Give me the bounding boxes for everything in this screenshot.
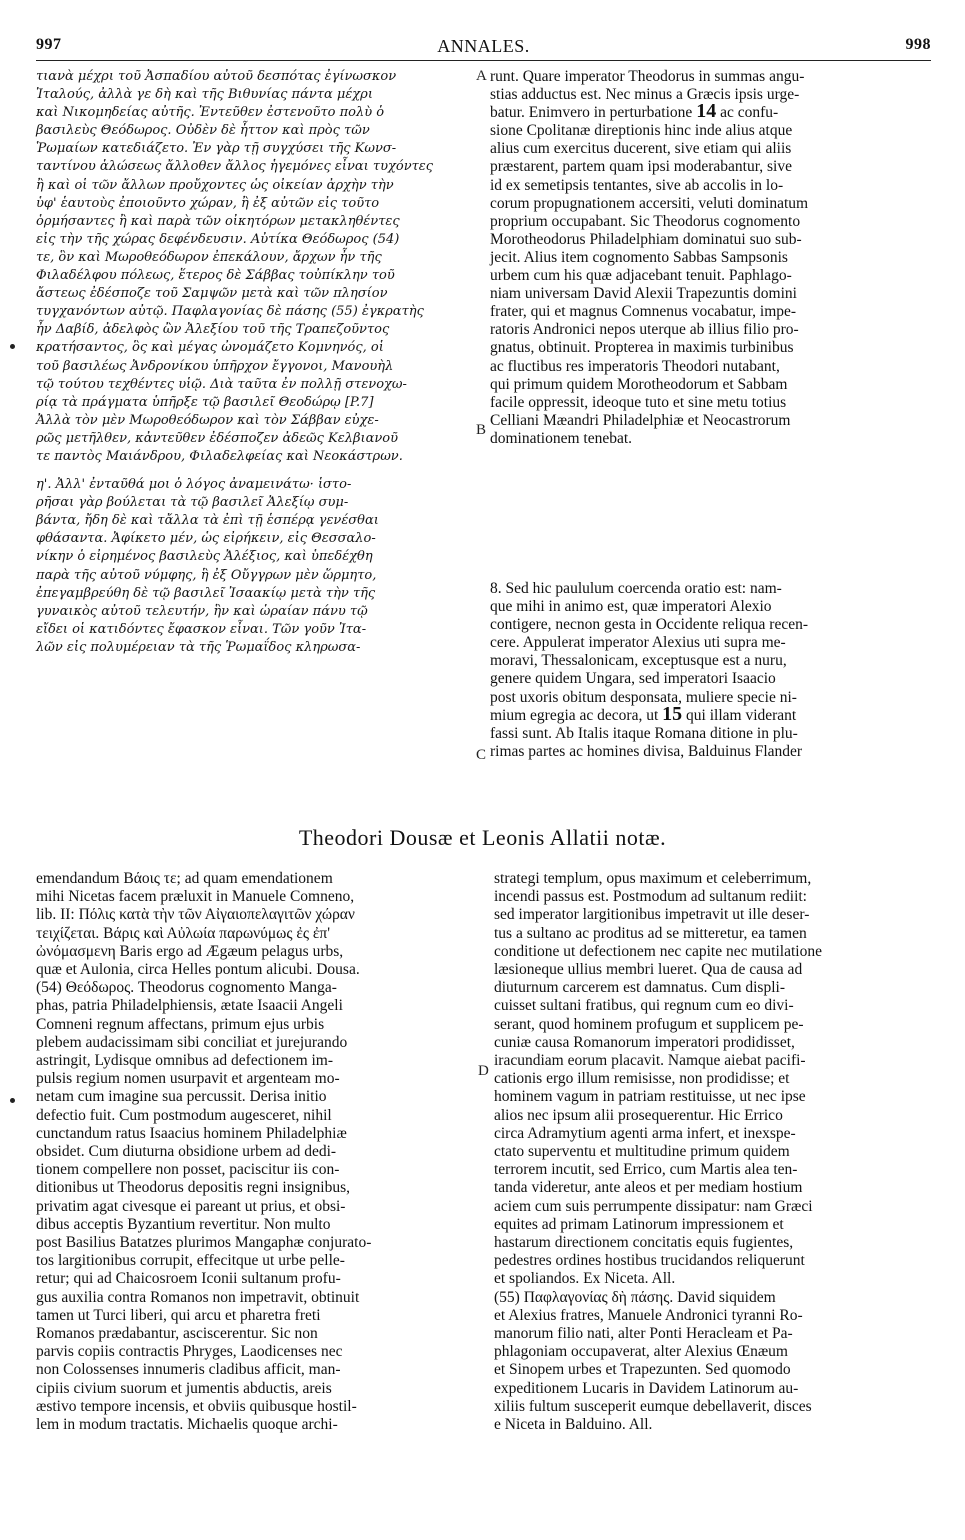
text-line: æstivo tempore incensis, et obviis quibusque hostil- bbox=[36, 1397, 357, 1415]
text-line: tanda videretur, ante aleos et per mediam hostium bbox=[494, 1179, 803, 1197]
text-line: γυναικὸς αὐτοῦ τελευτήν, ἣν καὶ ὡραίαν πάνυ τῷ bbox=[36, 603, 368, 619]
greek-text-column bbox=[36, 68, 478, 655]
latin-line: que mihi in animo est, quæ imperatori Alexio bbox=[490, 598, 772, 616]
latin-line-text: batur. Enimvero in perturbatione bbox=[490, 104, 693, 122]
latin-line: jecit. Alius item cognomento Sabbas Sampsonis bbox=[490, 248, 788, 266]
text-line: tos largitionibus corrupit, effecitque ut urbe pelle- bbox=[36, 1252, 345, 1270]
text-line: parvis copiis contractis Phryges, Laodicenses nec bbox=[36, 1343, 343, 1361]
text-line: hominem vagum in patriam restituisse, ut nec ipse bbox=[494, 1088, 806, 1106]
text-line: xiliis fultum susceperit eumque debellaverit, disces bbox=[494, 1397, 812, 1415]
text-line: Ἀλλὰ τὸν μὲν Μωροθεόδωρον καὶ τὸν Σάββαν εὐχε- bbox=[36, 412, 379, 428]
latin-line: rimas partes ac homines divisa, Balduinus Flander bbox=[490, 742, 803, 760]
text-line: ταντίνου ἁλώσεως ἄλλοθεν ἄλλος ἡγεμόνες εἶναι τυχόντες bbox=[36, 159, 434, 175]
page-number-right: 998 bbox=[905, 36, 931, 53]
margin-letter-a: A bbox=[476, 68, 487, 84]
text-line: astringit, Lydisque omnibus ad defectionem im- bbox=[36, 1052, 334, 1070]
latin-line: urbem cum his quæ adjacebant tenuit. Paphlago- bbox=[490, 267, 792, 285]
text-line: τυγχανόντων αὐτῷ. Παφλαγονίας δὲ πάσης (55) ἐγκρατὴς bbox=[36, 304, 424, 320]
text-line: ὑφ' ἑαυτοὺς ἐποιοῦντο χώραν, ἢ ἐξ αὐτῶν εἰς τοῦτο bbox=[36, 195, 380, 211]
text-line: circa Adramytium agenti arma infert, et inexspe- bbox=[494, 1124, 796, 1142]
text-line: mihi Nicetas facem præluxit in Manuele Comneno, bbox=[36, 888, 355, 906]
latin-line: fassi sunt. Ab Italis itaque Romana ditione in plu- bbox=[490, 724, 798, 742]
text-line: ὠνόμασμενη Baris ergo ad Ægæum pelagus urbs, bbox=[36, 942, 344, 960]
text-line: privatim agat civesque ei pareant ut prius, et obsi- bbox=[36, 1197, 346, 1215]
text-line: εἴδει οἱ κατιδόντες ἔφασκον εἶναι. Τῶν γοῦν Ἰτα- bbox=[36, 621, 367, 637]
text-line: dibus acceptis Byzantium revertitur. Non multo bbox=[36, 1215, 331, 1233]
latin-line: facile oppressit, ideoque tuto et sine metu totius bbox=[490, 393, 787, 411]
text-line: Ῥωμαίων κατεδιάζετο. Ἐν γὰρ τῇ συγχύσει τῆς Κωνσ- bbox=[36, 141, 397, 157]
text-line: κρατήσαντος, ὃς καὶ μέγας ὠνομάζετο Κομνηνός, οἱ bbox=[36, 340, 384, 356]
text-line: netam cum imagine sua percussit. Derisa initio bbox=[36, 1088, 327, 1106]
text-line: expeditionem Lucaris in Davidem Latinorum au- bbox=[494, 1379, 799, 1397]
text-line: καὶ Νικομηδείας αὐτῆς. Ἐντεῦθεν ἐστενοῦτο πολὺ ὁ bbox=[36, 105, 385, 121]
text-line: cunctandum ratus Isaacius hominem Philadelphiæ bbox=[36, 1124, 347, 1142]
latin-line bbox=[490, 100, 935, 123]
text-line: tus a sultano ac proditus ad se mitteretur, ea tamen bbox=[494, 924, 807, 942]
text-line: νίκην ὁ εἰρημένος βασιλεὺς Ἀλέξιος, καὶ ὑπεδέχθη bbox=[36, 549, 373, 565]
notes-title: Theodori Dousæ et Leonis Allatii notæ. bbox=[298, 825, 667, 850]
text-line: sed imperator largitionibus impetravit ut ille deser- bbox=[494, 906, 810, 924]
latin-line: dominationem tenebat. bbox=[490, 429, 633, 447]
text-line: τῷ τούτου τεχθέντες υἱῷ. Διὰ ταῦτα ἐν πολλῇ στενοχω- bbox=[36, 376, 407, 392]
latin-line: stias adductus est. Nec minus a Græcis ipsis urge- bbox=[490, 86, 800, 104]
text-line: τειχίζεται. Βάρις καὶ Αὐλωία παρωνύμως ἐς ἐπ' bbox=[36, 924, 331, 942]
text-line: τε παντὸς Μαιάνδρου, Φιλαδελφείας καὶ Νεοκάστρων. bbox=[36, 448, 403, 464]
latin-line: post uxoris obitum desponsata, muliere specie ni- bbox=[490, 688, 797, 706]
latin-line: alius cum exercitus ducerent, sive etiam qui aliis bbox=[490, 140, 792, 158]
latin-line: corum propugnationem accersiti, veluti dominatum bbox=[490, 194, 809, 212]
text-line: strategi templum, opus maximum et celeberrimum, bbox=[494, 870, 812, 887]
text-line: plebem audacissimam sibi conciliat et jurejurando bbox=[36, 1033, 348, 1051]
text-line: emendandum Βάοις τε; ad quam emendationem bbox=[36, 870, 333, 887]
text-line: Romanos prædabantur, asciscerentur. Sic non bbox=[36, 1325, 318, 1343]
text-line: τιανὰ μέχρι τοῦ Ἀσπαδίου αὐτοῦ δεσπότας ἐγίνωσκον bbox=[36, 69, 397, 84]
running-title: ANNALES. bbox=[437, 36, 530, 56]
text-line: et Sinopem urbes et Trapezunten. Sed quomodo bbox=[494, 1361, 791, 1379]
latin-line-text: qui illam viderant bbox=[686, 706, 797, 724]
text-line: tamen ut Turci liberi, qui arcu et pharetra freti bbox=[36, 1306, 321, 1324]
section-number-14: 14 bbox=[696, 100, 717, 123]
margin-letter-c: C bbox=[476, 747, 487, 763]
latin-line: runt. Quare imperator Theodorus in summas angu- bbox=[490, 68, 805, 85]
text-line: serant, quod hominem profugum et supplicem pe- bbox=[494, 1015, 804, 1033]
text-line: iracundiam eorum placavit. Namque aiebat pacifi- bbox=[494, 1052, 806, 1070]
latin-line: ratoris Andronici nepos uterque ab illius filio pro- bbox=[490, 321, 799, 339]
text-line: et Alexius fratres, Manuele Andronici tyranni Ro- bbox=[494, 1306, 803, 1324]
text-line: phas, patria Philadelphiensis, ætate Isaacii Angeli bbox=[36, 997, 343, 1015]
text-line: manorum filio nati, alter Ponti Heracleam et Pa- bbox=[494, 1325, 793, 1343]
latin-line bbox=[490, 702, 935, 725]
text-line: η'. Ἀλλ' ἐνταῦθά μοι ὁ λόγος ἀναμεινάτω· ἱστο- bbox=[36, 477, 352, 493]
text-line: cationis ergo illum remisisse, non prodidisse; et bbox=[494, 1070, 790, 1088]
text-line: Ἰταλούς, ἀλλὰ γε δὴ καὶ τῆς Βιθυνίας πάντα μέχρι bbox=[36, 87, 373, 103]
text-line: (55) Παφλαγονίας δὴ πάσης. David siquidem bbox=[494, 1288, 776, 1306]
text-line: obsidet. Cum diuturna obsidione urbem ad dedi- bbox=[36, 1143, 337, 1161]
text-line: tionem compellere non posset, paciscitur iis con- bbox=[36, 1161, 340, 1179]
text-line: Φιλαδέλφου πόλεως, ἕτερος δὲ Σάββας τοὐπίκλην τοῦ bbox=[36, 268, 395, 284]
text-line: pedestres ordines hostibus trucidandos reliquerunt bbox=[494, 1252, 805, 1270]
text-line: φθάσαντα. Ἀφίκετο μέν, ὡς εἰρήκειν, εἰς Θεσσαλο- bbox=[36, 531, 376, 547]
text-line: lib. II: Πόλις κατὰ τὴν τῶν Αἰγαιοπελαγιτῶν χώραν bbox=[36, 906, 355, 924]
latin-line: Celliani Mæandri Philadelphiæ et Neocastrorum bbox=[490, 411, 791, 429]
text-line: e Niceta in Balduino. All. bbox=[494, 1416, 653, 1434]
text-line: lem in modum tractatis. Michaelis quoque archi- bbox=[36, 1416, 338, 1434]
latin-line: moravi, Thessalonicam, exceptusque est a nuru, bbox=[490, 652, 787, 670]
text-line: ρίᾳ τὰ πράγματα ὑπῆρξε τῷ βασιλεῖ Θεοδώρῳ [P.7] bbox=[36, 394, 374, 410]
latin-line: proprium occupabant. Sic Theodorus cognomento bbox=[490, 212, 801, 230]
latin-line: qui primum quidem Morotheodorum et Sabbam bbox=[490, 375, 788, 393]
text-line: post Basilius Batatzes plurimos Mangaphæ conjurato- bbox=[36, 1234, 372, 1252]
text-line: conditione ut defectionem nec capite nec mutilatione bbox=[494, 942, 822, 960]
text-line: ὁρμήσαντες ἢ καὶ παρὰ τῶν οἰκητόρων μετακληθέντες bbox=[36, 213, 400, 229]
text-line: retur; qui ad Chaicosroem Iconii sultanum profu- bbox=[36, 1270, 341, 1288]
latin-line: 8. Sed hic paululum coercenda oratio est: nam- bbox=[490, 580, 782, 597]
paragraph-gap bbox=[36, 466, 478, 476]
latin-line: frater, qui et magnus Comnenus vocabatur, impe- bbox=[490, 303, 797, 321]
text-line: quæ et Aulonia, circa Helles pontum alicubi. Dousa. bbox=[36, 961, 360, 979]
text-line: ἦν Δαβίδ, ἀδελφὸς ὢν Ἀλεξίου τοῦ τῆς Τραπεζοῦντος bbox=[36, 322, 390, 338]
text-line: alios nec ipsum alii prosequerentur. Hic Errico bbox=[494, 1106, 783, 1124]
latin-line: præstarent, partem quam ipsi moderabantur, sive bbox=[490, 158, 792, 176]
text-line: παρὰ τῆς αὐτοῦ νύμφης, ἣ ἐξ Οὔγγρων μὲν ὥρμητο, bbox=[36, 567, 377, 583]
latin-line: genere quidem Ungara, sed imperatori Isaacio bbox=[490, 670, 776, 688]
text-line: ditionibus ut Theodorus depositis regni insignibus, bbox=[36, 1179, 351, 1197]
text-line: εἰς τὴν τῆς χώρας δεφένδευσιν. Αὐτίκα Θεόδωρος (54) bbox=[36, 231, 400, 247]
notes-column-left bbox=[36, 870, 476, 1510]
latin-line: id ex semetipsis tentantes, sive ab accolis in lo- bbox=[490, 176, 784, 194]
latin-line-text: ac confu- bbox=[720, 104, 779, 122]
text-line: ρῆσαι γὰρ βούλεται τὰ τῷ βασιλεῖ Ἀλεξίῳ συμ- bbox=[36, 495, 349, 511]
text-line: equites ad primam Latinorum impressionem et bbox=[494, 1215, 784, 1233]
margin-letter-d: D bbox=[478, 1063, 489, 1079]
running-head bbox=[36, 36, 931, 61]
latin-line: sione Cpolitanæ direptionis hinc inde alius atque bbox=[490, 122, 793, 140]
text-line: gus auxilia contra Romanos non impetravit, obtinuit bbox=[36, 1288, 360, 1306]
latin-line-text: mium egregia ac decora, ut bbox=[490, 706, 659, 724]
text-line: diuturnum carcerem est damnatus. Cum displi- bbox=[494, 979, 785, 997]
text-line: incendi passus est. Postmodum ad sultanum rediit: bbox=[494, 888, 807, 906]
text-line: ἄστεως ἐδέσποζε τοῦ Σαμψῶν μετὰ καὶ τῶν πλησίον bbox=[36, 286, 388, 302]
text-line: et spoliandos. Ex Niceta. All. bbox=[494, 1270, 676, 1288]
text-line: βασιλεὺς Θεόδωρος. Οὐδὲν δὲ ἧττον καὶ πρὸς τῶν bbox=[36, 123, 370, 139]
text-line: (54) Θεόδωρος. Theodorus cognomento Manga- bbox=[36, 979, 337, 997]
text-line: ρῶς μετῆλθεν, κἀντεῦθεν ἐδέσποζεν ἀδεῶς Κελβιανοῦ bbox=[36, 430, 399, 446]
text-line: ἢ καὶ οἱ τῶν ἄλλων προὔχοντες ὡς οἰκείαν ἀρχὴν τὴν bbox=[36, 177, 394, 193]
latin-text-column-bottom bbox=[490, 580, 935, 780]
latin-line: ac fluctibus res imperatoris Theodori nutabant, bbox=[490, 357, 780, 375]
text-line: pulsis regium nomen usurpavit et argenteam mo- bbox=[36, 1070, 340, 1088]
notes-column-right bbox=[494, 870, 936, 1510]
text-line: non Colossenses innumeris cladibus afficit, man- bbox=[36, 1361, 341, 1379]
section-number-15: 15 bbox=[662, 702, 683, 725]
page-number-left: 997 bbox=[36, 36, 62, 53]
text-line: cipiis civium suorum et jumentis abductis, areis bbox=[36, 1379, 332, 1397]
latin-line: gnatus, obtinuit. Propterea in maximis turbinibus bbox=[490, 339, 794, 357]
text-line: Comneni regnum affectans, primum ejus urbis bbox=[36, 1015, 325, 1033]
text-line: terrorem incutit, sed Errico, cum Martis alea ten- bbox=[494, 1161, 798, 1179]
text-line: τοῦ βασιλέως Ἀνδρονίκου ὑπῆρχον ἔγγονοι, Μανουὴλ bbox=[36, 358, 394, 374]
latin-line: contigere, necnon gesta in Occidente reliqua recen- bbox=[490, 616, 809, 634]
latin-line: niam universam David Alexii Trapezuntis domini bbox=[490, 285, 797, 303]
text-line: læsioneque ullius membri lueret. Qua de causa ad bbox=[494, 961, 803, 979]
text-line: cuisset sultani fratibus, qui regnum cum eo divi- bbox=[494, 997, 794, 1015]
text-line: βάντα, ἤδη δὲ καὶ τἄλλα τὰ ἐπὶ τῇ ἑσπέρᾳ γενέσθαι bbox=[36, 513, 379, 529]
text-line: aciem cum suis perrumpente dissipatur: nam Græci bbox=[494, 1197, 813, 1215]
text-line: defectio fuit. Cum postmodum augesceret, nihil bbox=[36, 1106, 332, 1124]
margin-letter-b: B bbox=[476, 422, 487, 438]
text-line: phlagoniam occupaverat, alter Alexius Œnæum bbox=[494, 1343, 788, 1361]
text-line: cuniæ causa Romanorum imperatori prodidisset, bbox=[494, 1033, 795, 1051]
text-line: τε, ὃν καὶ Μωροθεόδωρον ἐπεκάλουν, ἄρχων ἦν τῆς bbox=[36, 249, 382, 265]
latin-line: cere. Appulerat imperator Alexius uti supra me- bbox=[490, 634, 786, 652]
latin-text-column-top bbox=[490, 68, 935, 468]
text-line: λῶν εἰς πολυμέρειαν τὰ τῆς Ῥωμαΐδος κληρωσα- bbox=[36, 639, 361, 655]
text-line: ctato superventu et multitudine primum quidem bbox=[494, 1143, 790, 1161]
margin-mark bbox=[10, 344, 15, 349]
margin-mark bbox=[10, 1098, 15, 1103]
latin-line: Morotheodorus Philadelphiam dominatui suo sub- bbox=[490, 230, 802, 248]
text-line: hastarum directionem concitatis equis fugientes, bbox=[494, 1234, 794, 1252]
text-line: ἐπεγαμβρεύθη δὲ τῷ βασιλεῖ Ἰσαακίῳ μετὰ τὴν τῆς bbox=[36, 585, 376, 601]
